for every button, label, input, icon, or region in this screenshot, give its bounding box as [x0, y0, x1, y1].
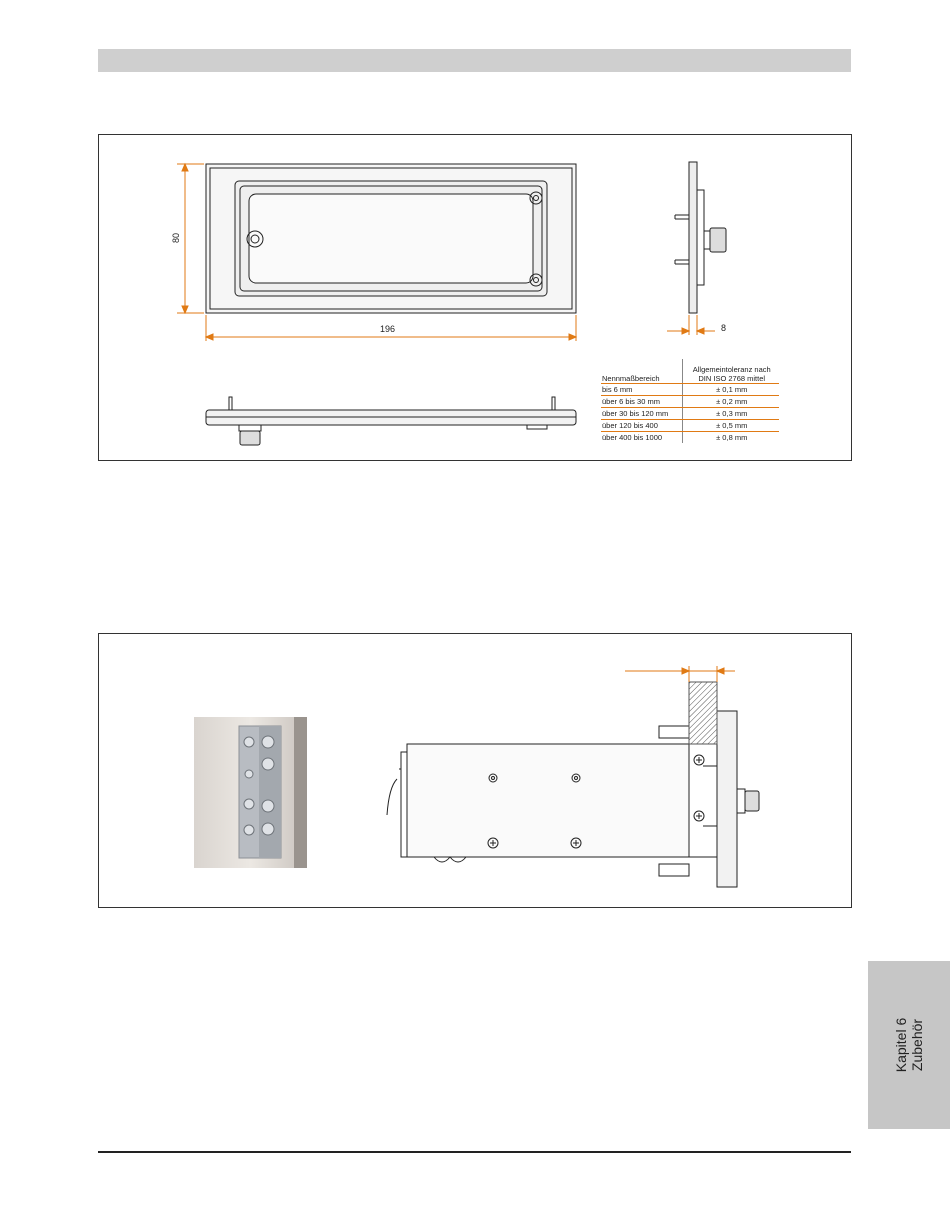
tolerance-header-range: Nennmaßbereich [601, 359, 683, 384]
tolerance-header-line1: Allgemeintoleranz nach [692, 365, 771, 374]
chapter-number: Kapitel 6 [893, 1017, 909, 1073]
tolerance-row [601, 384, 779, 396]
tolerance-header-standard [683, 359, 779, 384]
chapter-tab [868, 961, 950, 1129]
tolerance-row [601, 420, 779, 432]
footer-rule [98, 1151, 851, 1153]
chapter-title: Zubehör [909, 1018, 925, 1072]
tolerance-row [601, 432, 779, 444]
tolerance-range: über 400 bis 1000 [602, 433, 663, 442]
tolerance-range: bis 6 mm [601, 384, 683, 396]
dimension-drawing-frame [98, 134, 852, 461]
tolerance-row [601, 396, 779, 408]
tolerance-row [601, 408, 779, 420]
mounting-illustration-frame [98, 633, 852, 908]
dim-depth-label: 8 [721, 323, 727, 333]
tolerance-range: über 30 bis 120 mm [601, 408, 683, 420]
dim-width-label: 196 [380, 324, 396, 334]
dim-height-label: 80 [171, 232, 182, 244]
tolerance-value: ± 0,1 mm [683, 384, 779, 396]
mounting-photo [194, 717, 307, 868]
mounting-drawing [99, 634, 851, 907]
tolerance-table [601, 359, 779, 443]
tolerance-value: ± 0,3 mm [683, 408, 779, 420]
header-bar [98, 49, 851, 72]
tolerance-value: ± 0,2 mm [683, 396, 779, 408]
tolerance-value: ± 0,8 mm [683, 432, 779, 444]
tolerance-range: über 6 bis 30 mm [601, 396, 683, 408]
tolerance-value: ± 0,5 mm [683, 420, 779, 432]
tolerance-header-line2: DIN ISO 2768 mittel [698, 374, 766, 383]
tolerance-range: über 120 bis 400 [601, 420, 683, 432]
chapter-tab-text [893, 1018, 925, 1072]
